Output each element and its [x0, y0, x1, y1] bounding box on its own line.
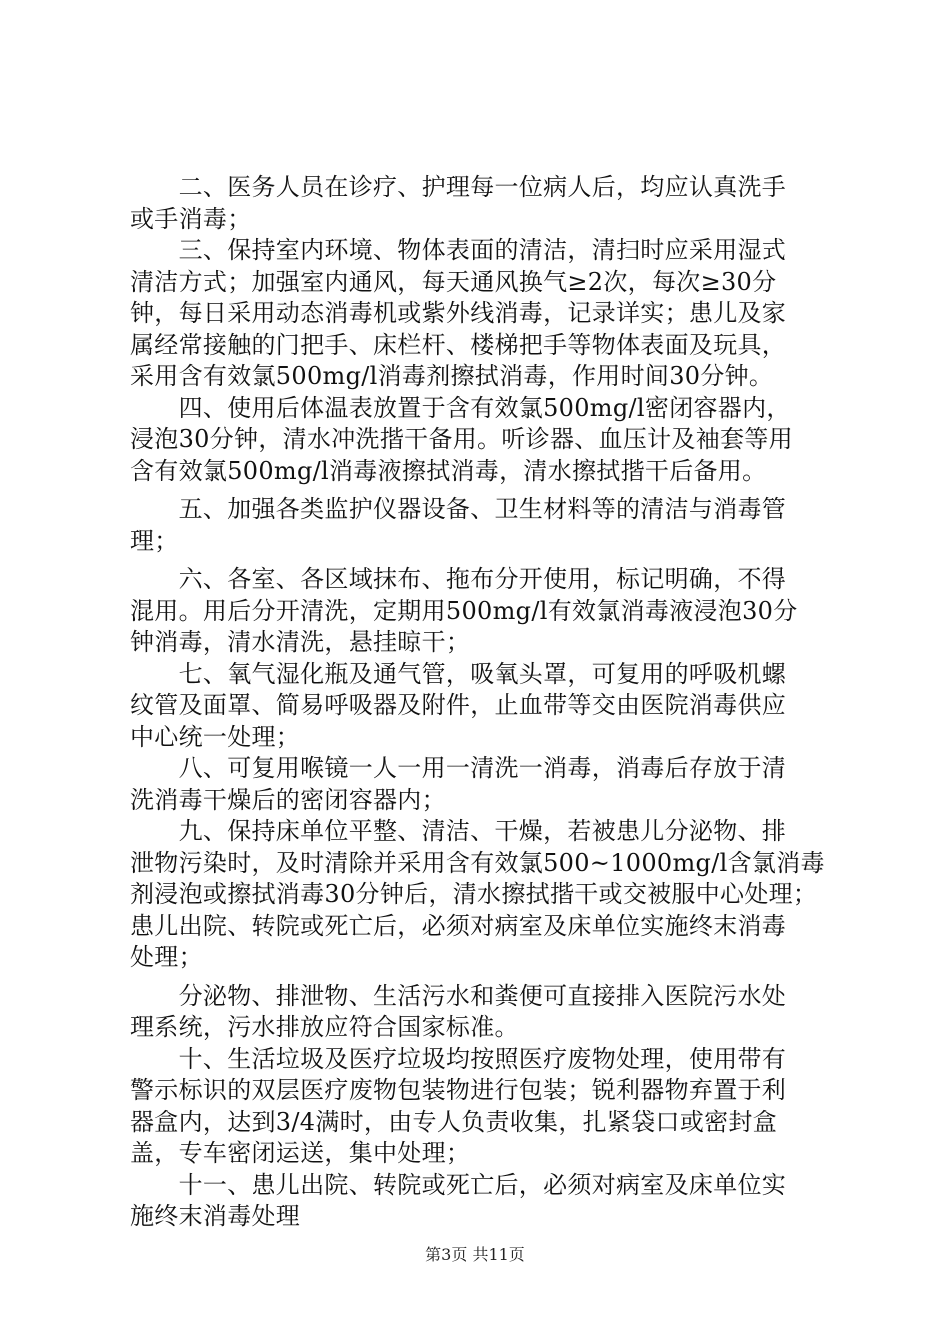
paragraph-6: 六、各室、各区域抹布、拖布分开使用，标记明确，不得 混用。用后分开清洗，定期用500mg/l有效氯消毒液浸泡30分 钟消毒，清水清洗，悬挂晾干；	[130, 565, 798, 656]
paragraph-7: 七、氧气湿化瓶及通气管，吸氧头罩，可复用的呼吸机螺 纹管及面罩、简易呼吸器及附件，止血带等交由医院消毒供应 中心统一处理；	[130, 659, 787, 751]
paragraph-unnumbered: 分泌物、排泄物、生活污水和粪便可直接排入医院污水处 理系统，污水排放应符合国家标准。	[130, 981, 787, 1041]
paragraph-2: 二、医务人员在诊疗、护理每一位病人后，均应认真洗手 或手消毒；	[130, 173, 787, 233]
paragraph-10: 十、生活垃圾及医疗垃圾均按照医疗废物处理，使用带有 警示标识的双层医疗废物包装物进行包装；锐利器物弃置于利 器盒内，达到3/4满时，由专人负责收集，扎紧袋口或密封盒 盖，专车密闭运送，集中处理；	[130, 1044, 787, 1167]
paragraph-11: 十一、患儿出院、转院或死亡后，必须对病室及床单位实 施终末消毒处理	[130, 1170, 787, 1230]
paragraph-4: 四、使用后体温表放置于含有效氯500mg/l密闭容器内， 浸泡30分钟，清水冲洗揩干备用。听诊器、血压计及袖套等用 含有效氯500mg/l消毒液擦拭消毒，清水擦拭揩干后备用。	[130, 393, 793, 485]
document-body	[130, 172, 830, 1233]
paragraph-5: 五、加强各类监护仪器设备、卫生材料等的清洁与消毒管 理；	[130, 495, 787, 555]
paragraph-3: 三、保持室内环境、物体表面的清洁，清扫时应采用湿式 清洁方式；加强室内通风，每天通风换气≥2次，每次≥30分 钟，每日采用动态消毒机或紫外线消毒，记录详实；患儿及家 属经常接触的门把手、床栏杆、楼梯把手等物体表面及玩具， 采用含有效氯500mg/l消毒剂擦拭消毒，作用时间30分钟。	[130, 236, 787, 390]
page-footer: 第3页 共11页	[425, 1245, 525, 1264]
paragraph-9: 九、保持床单位平整、清洁、干燥，若被患儿分泌物、排 泄物污染时，及时清除并采用含有效氯500~1000mg/l含氯消毒 剂浸泡或擦拭消毒30分钟后，清水擦拭揩干或交被服中心处理； 患儿出院、转院或死亡后，必须对病室及床单位实施终末消毒 处理；	[130, 817, 825, 971]
paragraph-8: 八、可复用喉镜一人一用一清洗一消毒，消毒后存放于清 洗消毒干燥后的密闭容器内；	[130, 754, 787, 814]
